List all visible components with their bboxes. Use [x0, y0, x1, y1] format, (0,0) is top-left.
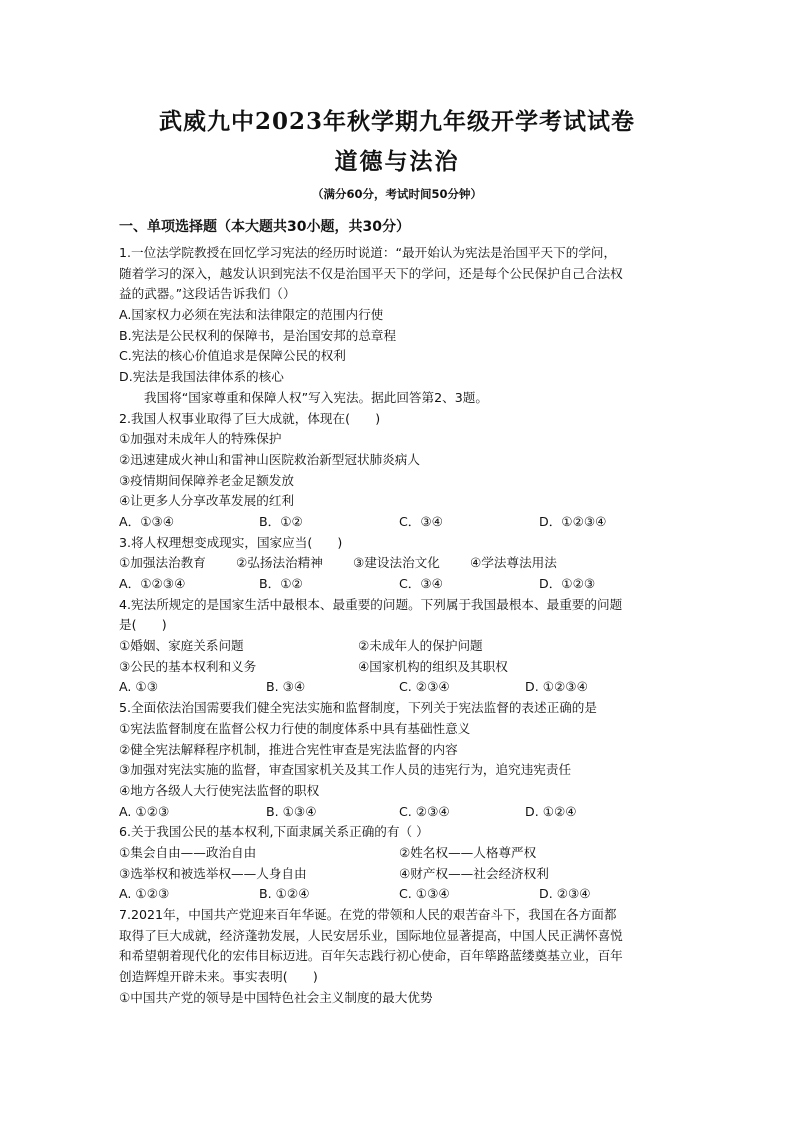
q3-item: ④学法尊法用法 — [470, 555, 557, 571]
q6-items-row — [119, 843, 679, 864]
q1-option: B.宪法是公民权利的保障书，是治国安邦的总章程 — [119, 327, 397, 343]
q1-stem-line: 随着学习的深入，越发认识到宪法不仅是治国平天下的学问，还是每个公民保护自己合法权 — [119, 265, 623, 281]
q5-choice-a: A. ①②③ — [119, 803, 170, 819]
q6-choice-b: B. ①②④ — [259, 886, 310, 902]
q5-item: ①宪法监督制度在监督公权力行使的制度体系中具有基础性意义 — [119, 720, 471, 736]
q7-stem-line: 7.2021年，中国共产党迎来百年华诞。在党的带领和人民的艰苦奋斗下，我国在各方面都 — [119, 907, 617, 922]
q7-stem-line: 取得了巨大成就，经济蓬勃发展，人民安居乐业，国际地位显著提高，中国人民正满怀喜悦 — [119, 927, 623, 943]
q3-choice-b: B．①② — [259, 576, 303, 591]
q4-choices — [119, 677, 679, 698]
q3-choice-a: A．①②③④ — [119, 576, 186, 591]
q5-choice-c: C. ②③④ — [399, 803, 450, 819]
q3-choice-c: C．③④ — [399, 576, 443, 591]
q6-choice-d: D. ②③④ — [539, 886, 591, 902]
questions-body — [119, 243, 679, 1008]
q6-items-row — [119, 864, 679, 885]
q5-item: ②健全宪法解释程序机制，推进合宪性审查是宪法监督的内容 — [119, 741, 458, 757]
q1-option: C.宪法的核心价值追求是保障公民的权利 — [119, 348, 346, 364]
exam-title: 武威九中2023年秋学期九年级开学考试试卷 — [158, 108, 635, 135]
q4-choice-d: D. ①②③④ — [525, 679, 588, 695]
score-time-note: （满分60分，考试时间50分钟） — [311, 187, 482, 201]
q2-choice-b: B．①② — [259, 513, 303, 529]
q3-stem: 3.将人权理想变成现实，国家应当( ) — [119, 534, 343, 550]
q4-choice-c: C. ②③④ — [399, 679, 450, 695]
q1-stem-line: 益的武器。”这段话告诉我们（） — [119, 286, 296, 302]
q6-item: ④财产权——社会经济权利 — [399, 865, 549, 881]
q7-item: ①中国共产党的领导是中国特色社会主义制度的最大优势 — [119, 989, 433, 1005]
q5-choice-d: D. ①②④ — [525, 803, 577, 819]
q3-items — [119, 553, 679, 574]
q4-items-row — [119, 657, 679, 678]
section-heading: 一、单项选择题（本大题共30小题，共30分） — [119, 219, 410, 235]
q4-choice-a: A. ①③ — [119, 679, 158, 695]
q6-choices — [119, 884, 679, 905]
q4-items-row — [119, 636, 679, 657]
q7-stem-line: 和希望朝着现代化的宏伟目标迈进。百年矢志践行初心使命，百年筚路蓝缕奠基立业，百年 — [119, 948, 623, 964]
q4-item: ④国家机构的组织及其职权 — [358, 658, 508, 674]
q2-choice-d: D．①②③④ — [539, 513, 607, 529]
q6-item: ①集会自由——政治自由 — [119, 844, 257, 860]
q2-choices — [119, 512, 679, 533]
q2-item: ②迅速建成火神山和雷神山医院救治新型冠状肺炎病人 — [119, 451, 420, 467]
q4-item: ①婚姻、家庭关系问题 — [119, 638, 244, 654]
q2-item: ③疫情期间保障养老金足额发放 — [119, 472, 295, 488]
q5-choice-b: B. ①③④ — [266, 803, 317, 819]
q5-item: ④地方各级人大行使宪法监督的职权 — [119, 782, 320, 798]
q3-choice-d: D．①②③ — [539, 576, 596, 591]
q6-item: ③选举权和被选举权——人身自由 — [119, 865, 307, 881]
q4-choice-b: B. ③④ — [266, 679, 306, 695]
q2-item: ①加强对未成年人的特殊保护 — [119, 431, 282, 447]
q3-item: ①加强法治教育 — [119, 555, 206, 571]
q4-item: ②未成年人的保护问题 — [358, 638, 483, 654]
q1-option: A.国家权力必须在宪法和法律限定的范围内行使 — [119, 307, 384, 323]
q1-option: D.宪法是我国法律体系的核心 — [119, 369, 284, 385]
q5-stem: 5.全面依法治国需要我们健全宪法实施和监督制度，下列关于宪法监督的表述正确的是 — [119, 700, 597, 716]
subject-title: 道德与法治 — [334, 148, 460, 175]
q4-stem-line: 是( ) — [119, 617, 167, 633]
q3-item: ③建设法治文化 — [353, 555, 440, 571]
q3-choices — [119, 574, 679, 595]
q2-choice-a: A．①③④ — [119, 513, 175, 529]
q6-choice-a: A. ①②③ — [119, 886, 170, 902]
q4-item: ③公民的基本权利和义务 — [119, 658, 257, 674]
q5-item: ③加强对宪法实施的监督，审查国家机关及其工作人员的违宪行为，追究违宪责任 — [119, 762, 572, 778]
q6-stem: 6.关于我国公民的基本权利,下面隶属关系正确的有（ ） — [119, 824, 429, 840]
material-text: 我国将“国家尊重和保障人权”写入宪法。据此回答第2、3题。 — [144, 389, 488, 405]
q4-stem-line: 4.宪法所规定的是国家生活中最根本、最重要的问题。下列属于我国最根本、最重要的问题 — [119, 596, 623, 612]
q6-choice-c: C. ①③④ — [399, 886, 450, 902]
q7-stem-line: 创造辉煌开辟未来。事实表明( ) — [119, 969, 318, 985]
q2-choice-c: C．③④ — [399, 513, 443, 529]
q6-item: ②姓名权——人格尊严权 — [399, 844, 537, 860]
q3-item: ②弘扬法治精神 — [236, 555, 323, 571]
q2-stem: 2.我国人权事业取得了巨大成就，体现在( ) — [119, 410, 381, 426]
q5-choices — [119, 802, 679, 823]
q2-item: ④让更多人分享改革发展的红利 — [119, 493, 295, 509]
q1-stem-line: 1.一位法学院教授在回忆学习宪法的经历时说道：“最开始认为宪法是治国平天下的学问， — [119, 245, 617, 260]
